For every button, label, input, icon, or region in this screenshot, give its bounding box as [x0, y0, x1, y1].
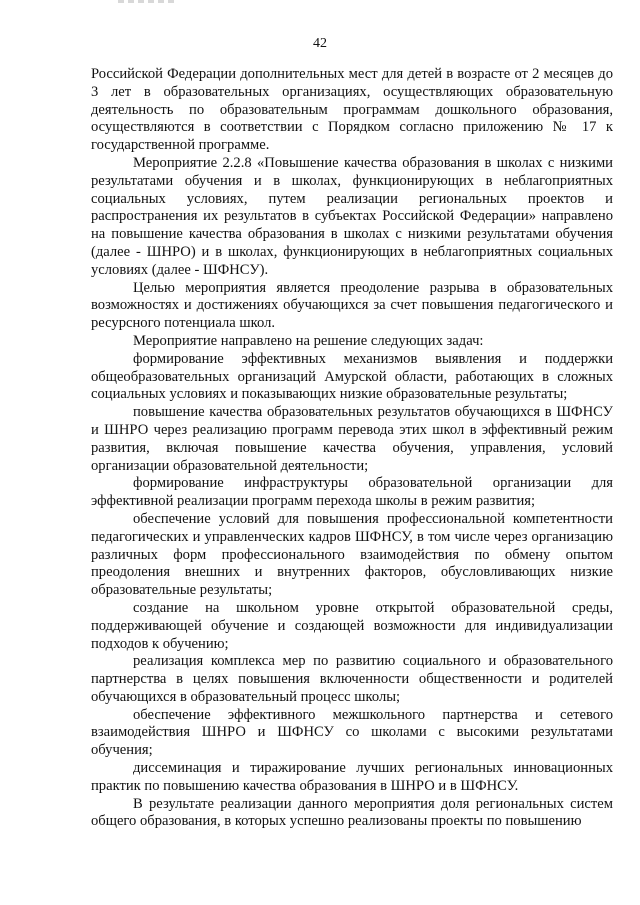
paragraph-task-2: повышение качества образовательных результатов обучающихся в ШФНСУ и ШНРО через реализацию программ перевода этих школ в эффективный режим развития, включая повышение качества обучения, управления, условий организации образовательной деятельности; — [91, 404, 613, 474]
paragraph-task-4: обеспечение условий для повышения профессиональной компетентности педагогических и управленческих кадров ШФНСУ, в том числе через организацию различных форм профессионального взаимодействия по обмену опытом преодоления внешних и внутренних факторов, обусловливающих низкие образовательные результаты; — [91, 510, 613, 599]
paragraph-goal: Целью мероприятия является преодоление разрыва в образовательных возможностях и достижениях обучающихся за счет повышения педагогического и ресурсного потенциала школ. — [91, 279, 613, 332]
paragraph-task-3: формирование инфраструктуры образовательной организации для эффективной реализации программ перехода школы в режим развития; — [91, 475, 613, 510]
paragraph-task-6: реализация комплекса мер по развитию социального и образовательного партнерства в целях повышения включенности общественности и родителей обучающихся в образовательный процесс школы; — [91, 653, 613, 705]
page-number: 42 — [313, 36, 327, 51]
paragraph-task-7: обеспечение эффективного межшкольного партнерства и сетевого взаимодействия ШНРО и ШФНСУ со школами с высокими результатами обучения; — [91, 706, 613, 759]
paragraph-tasks-intro: Мероприятие направлено на решение следующих задач: — [133, 332, 484, 349]
paragraph-result: В результате реализации данного мероприятия доля региональных систем общего образования, в которых успешно реализованы проекты по повышению — [91, 795, 613, 830]
scan-artifact — [118, 0, 178, 3]
paragraph-task-5: создание на школьном уровне открытой образовательной среды, поддерживающей обучение и создающей возможности для индивидуализации подходов к обучению; — [91, 599, 613, 652]
paragraph-task-1: формирование эффективных механизмов выявления и поддержки общеобразовательных организаций Амурской области, работающих в сложных социальных условиях и показывающих низкие образовательные результаты; — [91, 350, 613, 403]
paragraph-task-8: диссеминация и тиражирование лучших региональных инновационных практик по повышению качества образования в ШНРО и в ШФНСУ. — [91, 760, 613, 794]
paragraph-measure-description: Мероприятие 2.2.8 «Повышение качества образования в школах с низкими результатами обучения и в школах, функционирующих в неблагоприятных социальных условиях, путем реализации региональных проектов и распространения их результатов в субъектах Российской Федерации» направлено на повышение качества образования в школах с низкими результатами обучения (далее - ШНРО) и в школах, функционирующих в неблагоприятных социальных условиях (далее - ШФНСУ). — [91, 154, 613, 278]
paragraph-continuation: Российской Федерации дополнительных мест для детей в возрасте от 2 месяцев до 3 лет в образовательных организациях, осуществляющих образовательную деятельность по образовательным программам дошкольного образования, осуществляются в соответствии с Порядком согласно приложению № 17 к государственной программе. — [91, 66, 613, 154]
document-body — [91, 66, 613, 831]
